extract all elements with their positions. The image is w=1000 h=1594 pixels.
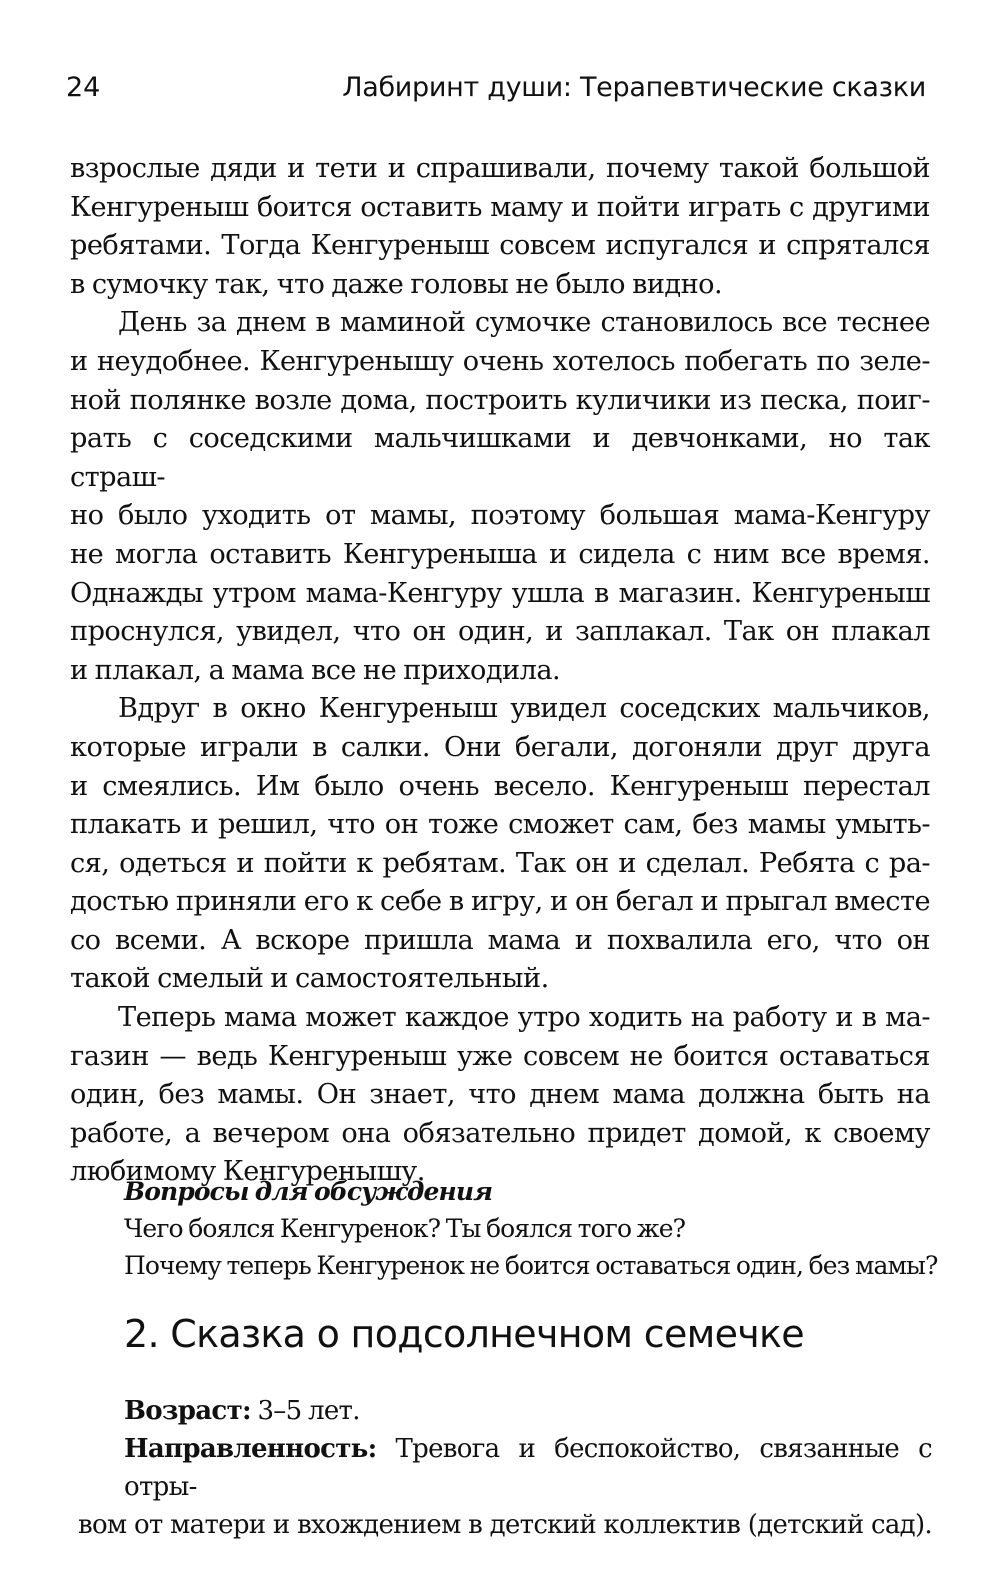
discussion-questions: [124, 1173, 944, 1284]
text-line: такой смелый и самостоятельный.: [70, 963, 549, 995]
text-line: проснулся, увидел, что он один, и заплакал. Так он плакал: [70, 616, 930, 648]
text-line: ной полянке возле дома, построить куличики из песка, поиг-: [70, 384, 930, 416]
focus-text: Тревога и беспокойство, связанные с отры-: [124, 1434, 932, 1502]
questions-title: Вопросы для обсуждения: [124, 1177, 493, 1206]
story-meta: [78, 1392, 932, 1544]
running-title: Лабиринт души: Терапевтические сказки: [342, 72, 926, 103]
focus-label: Направленность:: [124, 1434, 377, 1464]
text-line: со всеми. А вскоре пришла мама и похвалила его, что он: [70, 924, 930, 956]
text-line: достью приняли его к себе в игру, и он бегал и прыгал вместе: [70, 886, 930, 918]
text-line: не могла оставить Кенгуреныша и сидела с ним все время.: [70, 538, 930, 570]
paragraph: [70, 690, 930, 999]
age-value: 3–5 лет.: [250, 1396, 360, 1426]
page-number: 24: [66, 72, 101, 103]
question-item: Почему теперь Кенгуренок не боится оставаться один, без мамы?: [124, 1251, 938, 1280]
story-text: [70, 150, 930, 1192]
text-line: и смеялись. Им было очень весело. Кенгуреныш перестал: [70, 770, 930, 802]
text-line: работе, а вечером она обязательно придет домой, к своему: [70, 1117, 930, 1149]
text-line: любимому Кенгуренышу.: [70, 1156, 425, 1188]
age-row: [124, 1392, 932, 1430]
text-line: Теперь мама может каждое утро ходить на работу и в ма-: [118, 1002, 930, 1034]
paragraph: [70, 150, 930, 304]
question-item: Чего боялся Кенгуренок? Ты боялся того же?: [124, 1214, 686, 1243]
text-line: День за днем в маминой сумочке становилось все теснее: [118, 307, 930, 339]
text-line: и неудобнее. Кенгуренышу очень хотелось побегать по зеле-: [70, 345, 930, 377]
page-header: [66, 62, 926, 106]
text-line: в сумочку так, что даже головы не было видно.: [70, 268, 723, 300]
text-line: но было уходить от мамы, поэтому большая мама-Кенгуру: [70, 500, 930, 532]
text-line: Кенгуреныш боится оставить маму и пойти играть с другими: [70, 191, 930, 223]
focus-row: [124, 1430, 932, 1506]
text-line: рать с соседскими мальчишками и девчонками, но так страш-: [70, 423, 930, 493]
text-line: газин — ведь Кенгуреныш уже совсем не боится оставаться: [70, 1040, 930, 1072]
focus-continuation: вом от матери и вхождением в детский коллектив (детский сад).: [78, 1510, 932, 1540]
text-line: один, без мамы. Он знает, что днем мама должна быть на: [70, 1079, 930, 1111]
text-line: плакать и решил, что он тоже сможет сам, без мамы умыть-: [70, 809, 930, 841]
paragraph: [70, 304, 930, 690]
age-label: Возраст:: [124, 1396, 251, 1426]
text-line: ся, одеться и пойти к ребятам. Так он и сделал. Ребята с ра-: [70, 847, 930, 879]
text-line: которые играли в салки. Они бегали, догоняли друг друга: [70, 731, 930, 763]
text-line: Однажды утром мама-Кенгуру ушла в магазин. Кенгуреныш: [70, 577, 930, 609]
text-line: Вдруг в окно Кенгуреныш увидел соседских мальчиков,: [118, 693, 930, 725]
paragraph: [70, 999, 930, 1192]
text-line: ребятами. Тогда Кенгуреныш совсем испугался и спрятался: [70, 230, 930, 262]
text-line: и плакал, а мама все не приходила.: [70, 654, 561, 686]
text-line: взрослые дяди и тети и спрашивали, почему такой большой: [70, 153, 930, 184]
section-heading: 2. Сказка о подсолнечном семечке: [124, 1312, 804, 1356]
